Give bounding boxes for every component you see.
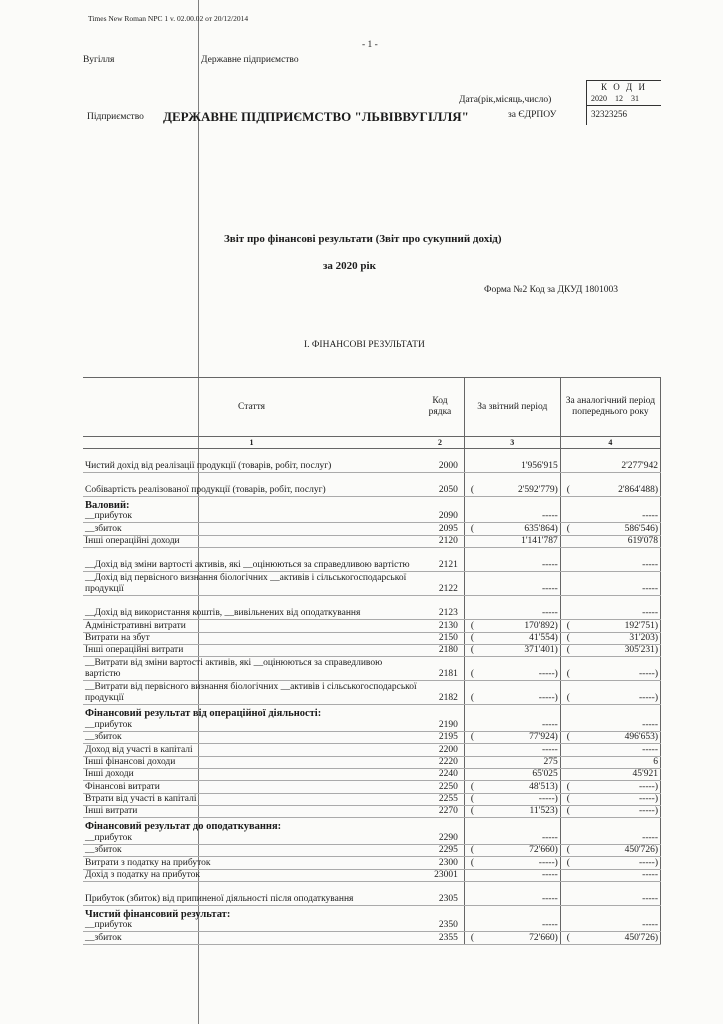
row-label (83, 832, 420, 844)
row-code-value: 2350 (438, 920, 458, 931)
row-previous-value: ----- (642, 560, 658, 571)
row-code-value: 2121 (438, 560, 458, 571)
row-label (83, 781, 420, 793)
row-code (420, 620, 464, 632)
row-label-value: Інші операційні доходи (85, 536, 180, 547)
row-previous: ( 305'231) (560, 644, 660, 656)
row-code-value: 2182 (438, 693, 458, 704)
row-current (464, 756, 560, 768)
row-label-value: Фінансовий результат до оподаткування: (85, 820, 282, 832)
table-row (83, 523, 661, 535)
row-current (464, 882, 560, 906)
header-current: За звітний період (464, 378, 560, 437)
row-label-value: __прибуток (85, 832, 133, 843)
row-previous (560, 882, 660, 906)
row-label (83, 906, 420, 920)
row-previous: ( 496'653) (560, 731, 660, 743)
row-current-value: 77'924) (529, 732, 558, 743)
row-current-value: 275 (543, 756, 558, 767)
row-current: ( 170'892) (464, 620, 560, 632)
row-previous: ( -----) (560, 793, 660, 805)
row-previous (560, 548, 660, 572)
row-code (420, 473, 464, 497)
row-code (420, 857, 464, 869)
row-label (83, 818, 420, 832)
row-previous (560, 535, 660, 547)
row-label-value: __Дохід від первісного визнання біологічних __активів і сільськогосподарської продукції (85, 573, 407, 595)
row-label (83, 705, 420, 719)
row-previous: ( -----) (560, 781, 660, 793)
row-code-value: 2000 (438, 461, 458, 471)
row-label (83, 596, 420, 620)
row-label-value: Інші операційні витрати (85, 645, 184, 656)
row-code-value: 2095 (438, 523, 458, 534)
row-current-value: 65'025 (532, 769, 558, 780)
report-period: за 2020 рік (323, 260, 376, 272)
row-code (420, 632, 464, 644)
row-code-value: 2200 (438, 744, 458, 755)
table-row (83, 511, 661, 523)
row-code (420, 793, 464, 805)
row-label-value: Собівартість реалізованої продукції (товарів, робіт, послуг) (85, 485, 326, 495)
row-code (420, 844, 464, 856)
row-current: ( 41'554) (464, 632, 560, 644)
row-label (83, 857, 420, 869)
table-row (83, 632, 661, 644)
financial-results-table (83, 377, 661, 945)
row-current-value: ----- (541, 894, 558, 905)
row-label-value: Фінансові витрати (85, 781, 160, 792)
table-row (83, 644, 661, 656)
row-label-value: __Витрати від зміни вартості активів, які __оцінюються за справедливою вартістю (85, 658, 383, 680)
row-current: ( 2'592'779) (464, 473, 560, 497)
table-row (83, 535, 661, 547)
row-label (83, 632, 420, 644)
date-value: 2020 12 31 (591, 94, 639, 103)
row-code (420, 511, 464, 523)
row-previous: ( 31'203) (560, 632, 660, 644)
row-current: ( -----) (464, 857, 560, 869)
row-previous: ( 192'751) (560, 620, 660, 632)
table-row (83, 449, 661, 473)
row-code (420, 832, 464, 844)
row-previous: ( 2'864'488) (560, 473, 660, 497)
table-section-row (83, 906, 661, 920)
row-label-value: __прибуток (85, 920, 133, 931)
date-label: Дата(рік,місяць,число) (459, 95, 552, 105)
table-row (83, 731, 661, 743)
ownership-label: Державне підприємство (201, 55, 299, 65)
row-label (83, 523, 420, 535)
row-code-value: 2120 (438, 536, 458, 547)
enterprise-name: ДЕРЖАВНЕ ПІДПРИЄМСТВО "ЛЬВІВВУГІЛЛЯ" (163, 109, 469, 124)
row-label (83, 869, 420, 881)
row-current: ( -----) (464, 793, 560, 805)
row-previous-value: ----- (642, 744, 658, 755)
table-row (83, 857, 661, 869)
row-code (420, 535, 464, 547)
row-code-value: 2305 (438, 894, 458, 905)
header-code: Код рядка (420, 378, 464, 437)
row-label-value: __прибуток (85, 511, 133, 522)
row-label-value: Фінансовий результат від операційної діяльності: (85, 707, 322, 719)
row-current-value: ----- (541, 719, 558, 730)
row-code (420, 869, 464, 881)
row-current-value: 1'141'787 (521, 536, 558, 547)
row-current (464, 719, 560, 731)
row-label (83, 620, 420, 632)
row-code-value: 2090 (438, 511, 458, 522)
row-code-value: 2181 (438, 669, 458, 680)
codes-box (586, 80, 661, 125)
row-previous-value: ----- (642, 511, 658, 522)
row-code (420, 596, 464, 620)
page-number: - 1 - (362, 40, 378, 50)
row-previous-value: ----- (642, 832, 658, 843)
row-current (464, 920, 560, 932)
row-label-value: __збиток (85, 732, 122, 743)
industry-label: Вугілля (83, 55, 115, 65)
table-row (83, 620, 661, 632)
row-current-value: 371'401) (524, 645, 558, 656)
row-code (420, 781, 464, 793)
row-current: ( 48'513) (464, 781, 560, 793)
row-code-value: 2050 (438, 485, 458, 495)
row-label-value: Інші доходи (85, 769, 134, 780)
row-label-value: Витрати з податку на прибуток (85, 857, 211, 868)
row-current-value: 41'554) (529, 632, 558, 643)
codes-title: К О Д И (601, 82, 647, 92)
row-previous-value: -----) (639, 857, 658, 868)
row-label-value: Валовий: (85, 499, 130, 511)
row-code-value: 2355 (438, 932, 458, 943)
row-label-value: Втрати від участі в капіталі (85, 794, 197, 805)
row-current-value: ----- (541, 511, 558, 522)
table-row (83, 869, 661, 881)
row-previous: ( -----) (560, 657, 660, 681)
row-previous: ( 450'726) (560, 932, 660, 944)
row-label (83, 511, 420, 523)
row-code-value: 2195 (438, 732, 458, 743)
row-label-value: Адміністративні витрати (85, 620, 186, 631)
table-row (83, 806, 661, 818)
row-code-value: 2255 (438, 794, 458, 805)
row-current (464, 596, 560, 620)
row-label (83, 731, 420, 743)
row-current-value: 1'956'915 (521, 461, 558, 471)
table-section-row (83, 497, 661, 511)
row-code-value: 2122 (438, 584, 458, 595)
row-current (464, 744, 560, 756)
row-previous (560, 768, 660, 780)
row-code-value: 2295 (438, 845, 458, 856)
row-current-value: ----- (541, 832, 558, 843)
row-label-value: __Дохід від використання коштів, __вивільнених від оподаткування (85, 608, 361, 619)
row-label (83, 657, 420, 681)
row-previous-value: 450'726) (624, 845, 658, 856)
table-row (83, 756, 661, 768)
row-label-value: __Витрати від первісного визнання біологічних __активів і сільськогосподарської продукції (85, 682, 417, 704)
row-label (83, 719, 420, 731)
row-code-value: 2123 (438, 608, 458, 619)
table-row (83, 681, 661, 705)
table-row (83, 768, 661, 780)
row-label-value: __прибуток (85, 719, 133, 730)
table-row (83, 719, 661, 731)
row-previous-value: 586'546) (624, 523, 658, 534)
row-label (83, 844, 420, 856)
row-previous (560, 511, 660, 523)
row-label (83, 681, 420, 705)
row-label (83, 806, 420, 818)
row-previous-value: ----- (642, 920, 658, 931)
header-article: Стаття (83, 378, 420, 437)
row-code-value: 2180 (438, 645, 458, 656)
row-label (83, 535, 420, 547)
row-code (420, 882, 464, 906)
table-row (83, 572, 661, 596)
table-row (83, 920, 661, 932)
row-current-value: 635'864) (524, 523, 558, 534)
row-label-value: Дохід з податку на прибуток (85, 870, 201, 881)
row-current: ( -----) (464, 657, 560, 681)
row-current-value: 72'660) (529, 932, 558, 943)
row-code (420, 932, 464, 944)
row-code (420, 681, 464, 705)
edrpou-value: 32323256 (591, 109, 627, 119)
row-code-value: 2190 (438, 719, 458, 730)
row-previous-value: -----) (639, 794, 658, 805)
table-row (83, 657, 661, 681)
table-row (83, 473, 661, 497)
row-code (420, 744, 464, 756)
col-num-3: 3 (464, 437, 560, 449)
row-previous-value: 2'864'488) (618, 485, 658, 495)
form-code: Форма №2 Код за ДКУД 1801003 (484, 285, 618, 295)
row-previous (560, 719, 660, 731)
row-previous-value: 619'078 (627, 536, 658, 547)
row-previous (560, 832, 660, 844)
row-previous-value: 192'751) (624, 620, 658, 631)
row-previous-value: ----- (642, 719, 658, 730)
row-code-value: 2130 (438, 620, 458, 631)
row-label (83, 497, 420, 511)
row-current: ( 11'523) (464, 806, 560, 818)
row-label (83, 449, 420, 473)
table-section-row (83, 705, 661, 719)
row-current: ( -----) (464, 681, 560, 705)
row-label (83, 793, 420, 805)
row-code (420, 806, 464, 818)
row-label (83, 548, 420, 572)
row-code (420, 449, 464, 473)
row-label (83, 644, 420, 656)
row-previous-value: 2'277'942 (621, 461, 658, 471)
row-current (464, 449, 560, 473)
row-label-value: __збиток (85, 845, 122, 856)
row-current-value: 48'513) (529, 781, 558, 792)
table-row (83, 882, 661, 906)
row-label (83, 473, 420, 497)
row-current: ( 72'660) (464, 844, 560, 856)
row-previous: ( 586'546) (560, 523, 660, 535)
row-code (420, 644, 464, 656)
row-previous (560, 449, 660, 473)
row-current-value: -----) (538, 693, 558, 704)
table-row (83, 781, 661, 793)
row-current-value: 11'523) (529, 806, 558, 817)
row-current: ( 77'924) (464, 731, 560, 743)
row-label-value: Інші витрати (85, 806, 138, 817)
row-current-value: -----) (538, 857, 558, 868)
enterprise-label: Підприємство (87, 112, 144, 122)
row-label-value: Прибуток (збиток) від припиненої діяльності після оподаткування (85, 894, 354, 905)
table-row (83, 793, 661, 805)
col-num-1: 1 (83, 437, 420, 449)
row-code-value: 2300 (438, 857, 458, 868)
table-header (83, 378, 661, 437)
row-previous: ( -----) (560, 681, 660, 705)
table-row (83, 932, 661, 944)
row-current-value: ----- (541, 744, 558, 755)
row-code-value: 2270 (438, 806, 458, 817)
row-previous-value: ----- (642, 870, 658, 881)
row-label-value: Витрати на збут (85, 632, 150, 643)
row-label (83, 744, 420, 756)
row-current-value: 2'592'779) (517, 485, 558, 495)
row-previous-value: -----) (639, 693, 658, 704)
row-code (420, 657, 464, 681)
row-code (420, 719, 464, 731)
row-current: ( 635'864) (464, 523, 560, 535)
row-label-value: __Дохід від зміни вартості активів, які __оцінюються за справедливою вартістю (85, 560, 410, 571)
row-label-value: Чистий фінансовий результат: (85, 908, 231, 920)
row-previous-value: ----- (642, 608, 658, 619)
column-numbers (83, 437, 661, 449)
row-current (464, 535, 560, 547)
row-current-value: ----- (541, 584, 558, 595)
row-current-value: 72'660) (529, 845, 558, 856)
row-previous-value: 450'726) (624, 932, 658, 943)
row-previous: ( -----) (560, 857, 660, 869)
row-current-value: -----) (538, 794, 558, 805)
section-title: І. ФІНАНСОВІ РЕЗУЛЬТАТИ (304, 340, 425, 350)
row-previous-value: 45'921 (632, 769, 658, 780)
row-previous-value: -----) (639, 781, 658, 792)
row-current-value: -----) (538, 669, 558, 680)
row-label-value: __збиток (85, 932, 122, 943)
row-code (420, 572, 464, 596)
row-code-value: 2290 (438, 832, 458, 843)
row-current-value: 170'892) (524, 620, 558, 631)
report-title: Звіт про фінансові результати (Звіт про сукупний дохід) (224, 233, 502, 245)
row-previous-value: 496'653) (624, 732, 658, 743)
col-num-4: 4 (560, 437, 660, 449)
table-row (83, 596, 661, 620)
row-label-value: Інші фінансові доходи (85, 756, 176, 767)
row-previous (560, 869, 660, 881)
row-previous (560, 756, 660, 768)
col-num-2: 2 (420, 437, 464, 449)
row-code (420, 756, 464, 768)
table-row (83, 844, 661, 856)
table-row (83, 832, 661, 844)
row-current (464, 768, 560, 780)
row-current-value: ----- (541, 560, 558, 571)
row-label-value: Чистий дохід від реалізації продукції (товарів, робіт, послуг) (85, 461, 332, 471)
table-section-row (83, 818, 661, 832)
header-previous: За аналогічний період попереднього року (560, 378, 660, 437)
row-code-value: 2250 (438, 781, 458, 792)
row-label (83, 768, 420, 780)
row-current (464, 572, 560, 596)
row-current (464, 548, 560, 572)
row-previous-value: -----) (639, 669, 658, 680)
row-previous-value: 6 (653, 756, 658, 767)
row-code-value: 23001 (434, 870, 458, 881)
row-previous-value: ----- (642, 584, 658, 595)
row-previous-value: -----) (639, 806, 658, 817)
row-code (420, 768, 464, 780)
row-previous (560, 920, 660, 932)
row-previous-value: 305'231) (624, 645, 658, 656)
row-previous-value: 31'203) (629, 632, 658, 643)
row-current-value: ----- (541, 920, 558, 931)
row-label (83, 932, 420, 944)
row-code-value: 2240 (438, 769, 458, 780)
row-previous (560, 596, 660, 620)
table-row (83, 744, 661, 756)
row-previous: ( 450'726) (560, 844, 660, 856)
row-current: ( 72'660) (464, 932, 560, 944)
row-code (420, 920, 464, 932)
row-label (83, 882, 420, 906)
row-previous-value: ----- (642, 894, 658, 905)
row-current (464, 869, 560, 881)
table-row (83, 548, 661, 572)
row-current-value: ----- (541, 870, 558, 881)
row-current (464, 511, 560, 523)
row-code (420, 548, 464, 572)
row-current: ( 371'401) (464, 644, 560, 656)
row-label (83, 920, 420, 932)
edrpou-label: за ЄДРПОУ (508, 110, 557, 120)
row-current (464, 832, 560, 844)
row-code (420, 731, 464, 743)
row-code-value: 2150 (438, 632, 458, 643)
row-previous: ( -----) (560, 806, 660, 818)
row-label-value: Доход від участі в капіталі (85, 744, 193, 755)
row-code (420, 523, 464, 535)
row-label (83, 756, 420, 768)
row-current-value: ----- (541, 608, 558, 619)
row-code-value: 2220 (438, 756, 458, 767)
row-label-value: __збиток (85, 523, 122, 534)
row-previous (560, 572, 660, 596)
software-version: Times New Roman NPC 1 v. 02.00.02 от 20/12/2014 (88, 14, 249, 23)
row-label (83, 572, 420, 596)
row-previous (560, 744, 660, 756)
